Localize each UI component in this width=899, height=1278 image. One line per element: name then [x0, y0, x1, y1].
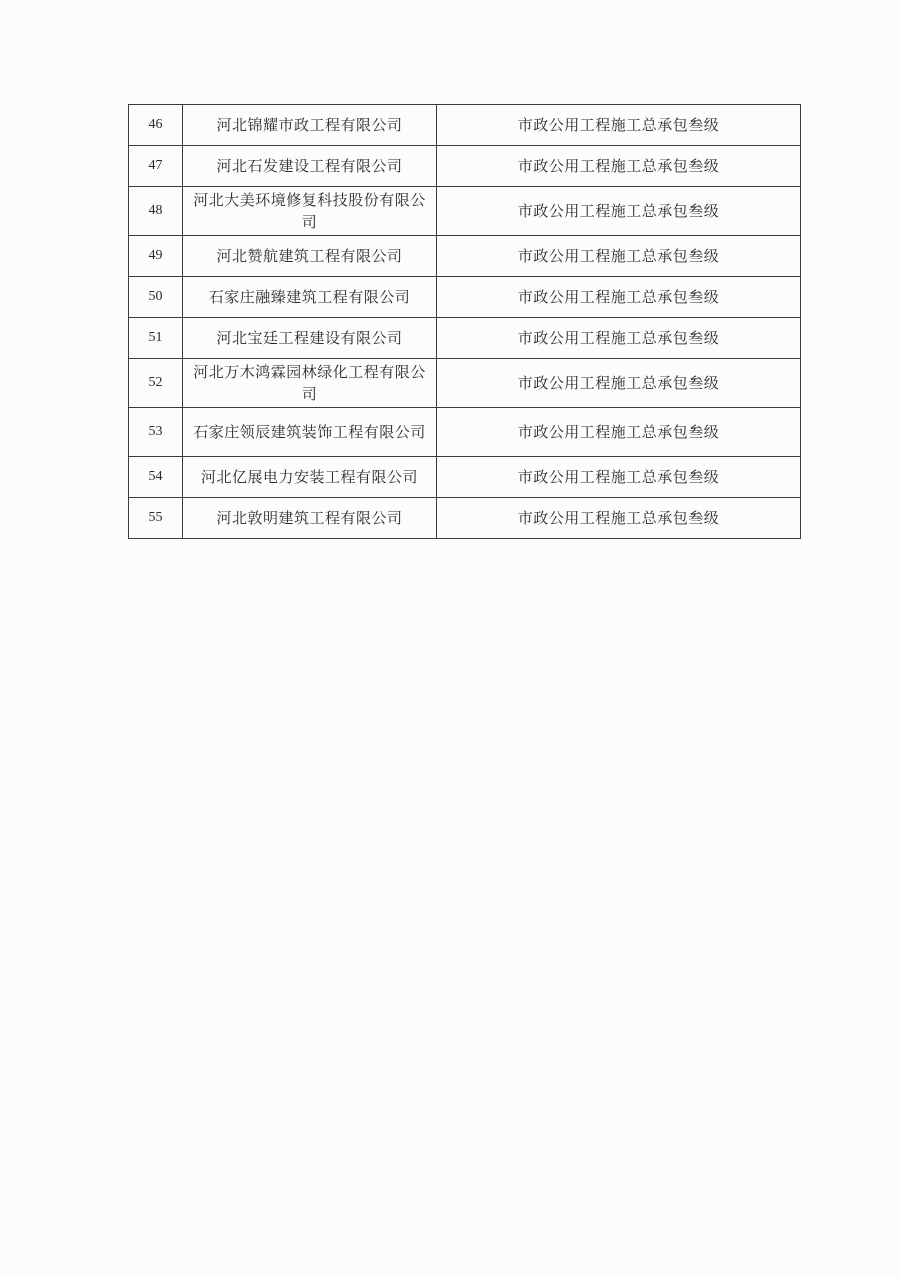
row-number: 48 [129, 187, 183, 236]
company-name: 石家庄融臻建筑工程有限公司 [183, 277, 437, 318]
row-number: 47 [129, 146, 183, 187]
table-body [129, 105, 801, 539]
company-name: 河北锦耀市政工程有限公司 [183, 105, 437, 146]
company-name: 河北敦明建筑工程有限公司 [183, 498, 437, 539]
company-name: 河北赞航建筑工程有限公司 [183, 236, 437, 277]
qualification-table [128, 104, 801, 539]
company-name: 石家庄领辰建筑装饰工程有限公司 [183, 408, 437, 457]
table-row [129, 498, 801, 539]
table-row [129, 359, 801, 408]
row-number: 49 [129, 236, 183, 277]
qualification-level: 市政公用工程施工总承包叁级 [437, 318, 801, 359]
qualification-level: 市政公用工程施工总承包叁级 [437, 105, 801, 146]
table-row [129, 187, 801, 236]
row-number: 54 [129, 457, 183, 498]
row-number: 53 [129, 408, 183, 457]
table-row [129, 105, 801, 146]
qualification-level: 市政公用工程施工总承包叁级 [437, 408, 801, 457]
row-number: 46 [129, 105, 183, 146]
qualification-level: 市政公用工程施工总承包叁级 [437, 187, 801, 236]
table-row [129, 318, 801, 359]
row-number: 50 [129, 277, 183, 318]
company-name: 河北大美环境修复科技股份有限公司 [183, 187, 437, 236]
table-row [129, 146, 801, 187]
table-row [129, 236, 801, 277]
company-name: 河北万木鸿霖园林绿化工程有限公司 [183, 359, 437, 408]
table-row [129, 277, 801, 318]
qualification-level: 市政公用工程施工总承包叁级 [437, 457, 801, 498]
row-number: 52 [129, 359, 183, 408]
row-number: 51 [129, 318, 183, 359]
company-name: 河北宝廷工程建设有限公司 [183, 318, 437, 359]
table-row [129, 457, 801, 498]
company-name: 河北石发建设工程有限公司 [183, 146, 437, 187]
qualification-level: 市政公用工程施工总承包叁级 [437, 146, 801, 187]
table-row [129, 408, 801, 457]
qualification-level: 市政公用工程施工总承包叁级 [437, 359, 801, 408]
row-number: 55 [129, 498, 183, 539]
company-name: 河北亿展电力安装工程有限公司 [183, 457, 437, 498]
qualification-level: 市政公用工程施工总承包叁级 [437, 498, 801, 539]
qualification-level: 市政公用工程施工总承包叁级 [437, 277, 801, 318]
qualification-level: 市政公用工程施工总承包叁级 [437, 236, 801, 277]
